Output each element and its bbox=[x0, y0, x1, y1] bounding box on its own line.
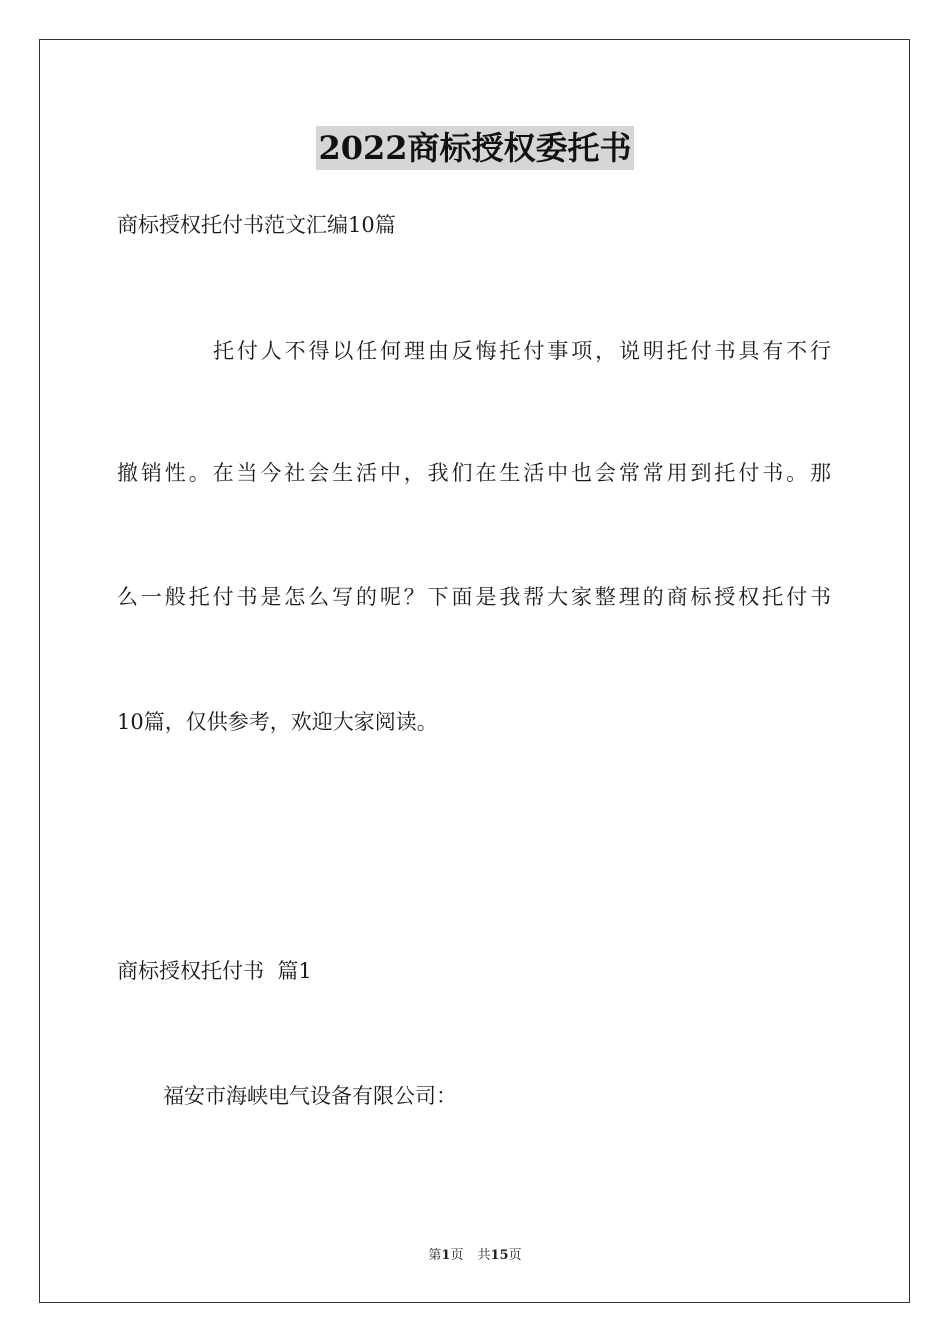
footer-page-suffix: 页 bbox=[450, 1248, 464, 1263]
footer-page-number: 1 bbox=[441, 1248, 451, 1263]
section-heading: 商标授权托付书 篇1 bbox=[117, 959, 312, 983]
document-title: 2022商标授权委托书 bbox=[316, 126, 633, 170]
footer-total-prefix: 共 bbox=[477, 1248, 491, 1263]
page-footer bbox=[0, 1247, 950, 1265]
footer-total-pages: 15 bbox=[490, 1248, 509, 1263]
footer-total-suffix: 页 bbox=[508, 1248, 522, 1263]
document-subtitle: 商标授权托付书范文汇编10篇 bbox=[117, 213, 396, 237]
salutation: 福安市海峡电气设备有限公司： bbox=[163, 1084, 457, 1108]
intro-line-1: 托付人不得以任何理由反悔托付事项，说明托付书具有不行 bbox=[213, 339, 831, 363]
intro-line-2: 撤销性。在当今社会生活中，我们在生活中也会常常用到托付书。那 bbox=[117, 461, 831, 485]
intro-line-3: 么一般托付书是怎么写的呢？下面是我帮大家整理的商标授权托付书 bbox=[117, 585, 831, 609]
intro-line-4: 10篇，仅供参考，欢迎大家阅读。 bbox=[117, 710, 438, 734]
footer-page-prefix: 第 bbox=[428, 1248, 442, 1263]
title-container bbox=[0, 126, 950, 170]
